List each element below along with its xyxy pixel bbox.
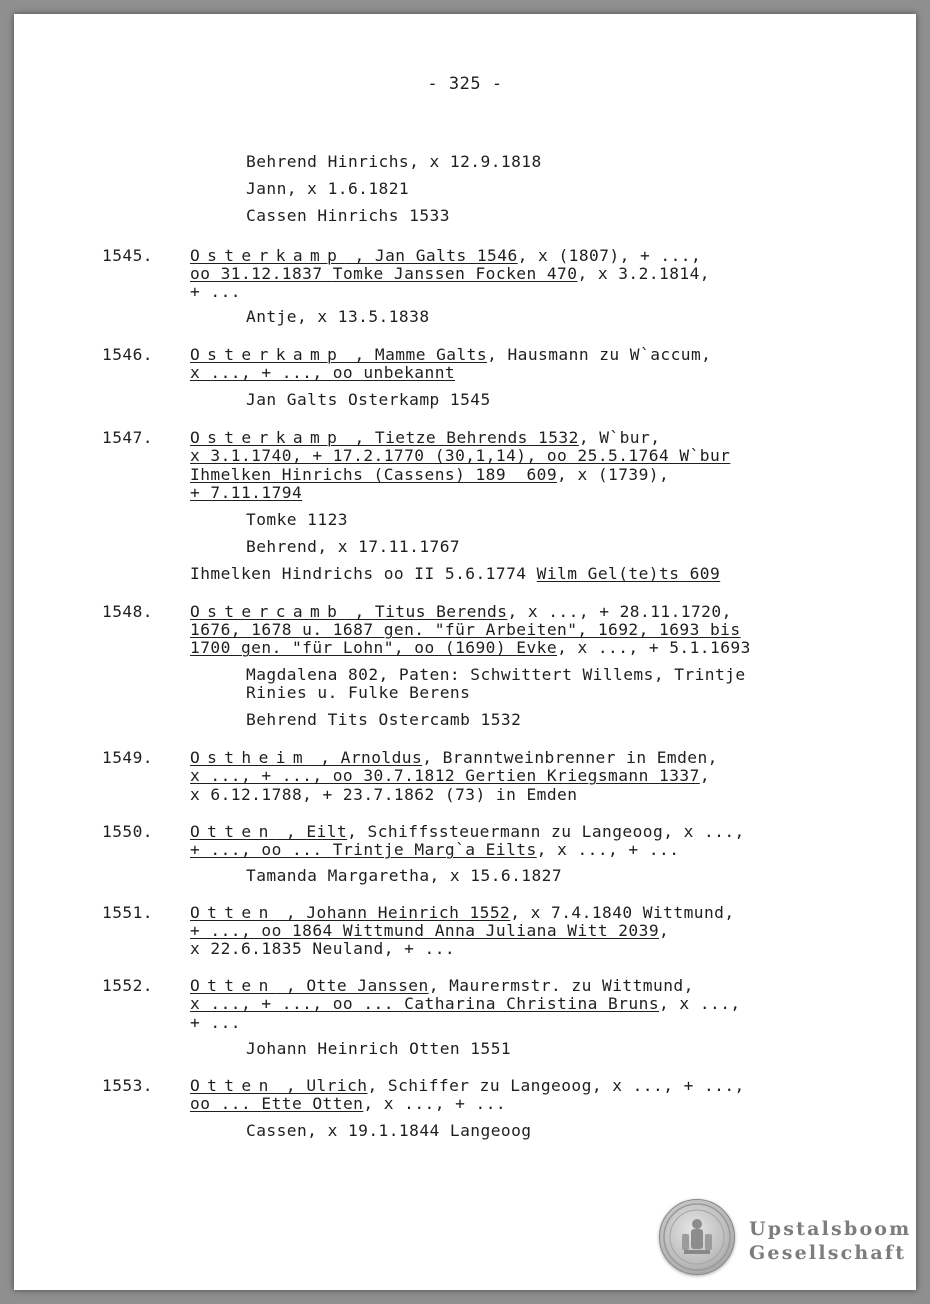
surname: Ostercamb <box>190 602 345 621</box>
entry-head-line <box>190 748 718 768</box>
child-line: Jan Galts Osterkamp 1545 <box>246 390 491 409</box>
surname: Osterkamp <box>190 345 345 364</box>
document-page <box>14 14 916 1290</box>
separator: , <box>275 976 307 995</box>
society-name-line: Upstalsboom <box>749 1218 912 1240</box>
spouse-name: Tomke Janssen Focken 470 <box>332 264 578 283</box>
given-name: Johann Heinrich 1552 <box>306 903 511 922</box>
entry-text: 1700 gen. "für Lohn", oo (1690) <box>190 638 517 657</box>
entry-number: 1546. <box>102 345 153 364</box>
entry-text: , <box>699 766 711 785</box>
spouse-name: Catharina Christina Bruns <box>404 994 660 1013</box>
given-name: Titus Berends <box>374 602 508 621</box>
entry-text: x ..., + ..., oo 30.7.1812 <box>190 766 466 785</box>
entry-head-line <box>190 428 660 448</box>
entry-text: , x (1739), <box>557 465 670 484</box>
spouse-name: Ette Otten <box>261 1094 364 1113</box>
spouse-name: Wilm Gel(te)ts 609 <box>536 564 721 583</box>
given-name: Arnoldus <box>340 748 423 767</box>
society-seal-icon <box>659 1199 735 1275</box>
entry-number: 1553. <box>102 1076 153 1095</box>
child-line: Behrend Hinrichs, x 12.9.1818 <box>246 152 542 171</box>
entry-line <box>190 921 669 941</box>
surname: Osterkamp <box>190 428 345 447</box>
entry-number: 1545. <box>102 246 153 265</box>
entry-text: , x (1807), + ..., <box>517 246 702 265</box>
page-number: - 325 - <box>427 74 503 94</box>
surname: Otten <box>190 976 276 995</box>
entry-text: Ihmelken Hindrichs oo II 5.6.1774 <box>190 564 537 583</box>
entry-text: + ..., oo ... <box>190 840 333 859</box>
entry-text: oo ... <box>190 1094 262 1113</box>
entry-text: , x ..., + 5.1.1693 <box>557 638 751 657</box>
entry-line <box>190 264 710 284</box>
entry-line <box>190 483 302 503</box>
parent-reference-line: Johann Heinrich Otten 1551 <box>246 1039 512 1058</box>
entry-number: 1549. <box>102 748 153 767</box>
entry-line <box>190 620 741 640</box>
entry-text: , x 3.2.1814, <box>577 264 710 283</box>
entry-number: 1548. <box>102 602 153 621</box>
entry-text: , Hausmann zu W`accum, <box>487 345 712 364</box>
entry-line: + ... <box>190 282 241 301</box>
entry-text: , x ..., + ... <box>363 1094 507 1113</box>
entry-line <box>190 840 679 860</box>
entry-text: oo 31.12.1837 <box>190 264 333 283</box>
entry-head-line <box>190 1076 745 1096</box>
spouse-name: Trintje Marg`a Eilts <box>332 840 537 859</box>
child-line: Tomke 1123 <box>246 510 348 529</box>
entry-head-line <box>190 976 694 996</box>
child-line: Cassen, x 19.1.1844 Langeoog <box>246 1121 532 1140</box>
entry-head-line <box>190 246 701 266</box>
surname: Ostheim <box>190 748 311 767</box>
entry-line: x 22.6.1835 Neuland, + ... <box>190 939 456 958</box>
entry-text: , Branntweinbrenner in Emden, <box>422 748 718 767</box>
surname: Otten <box>190 903 276 922</box>
society-name-line: Gesellschaft <box>749 1242 907 1264</box>
entry-line <box>190 446 730 466</box>
entry-text: + ..., oo 1864 Wittmund <box>190 921 435 940</box>
given-name: Mamme Galts <box>374 345 488 364</box>
entry-head-line <box>190 602 732 622</box>
entry-text: , x 7.4.1840 Wittmund, <box>510 903 735 922</box>
entry-text: x 3.1.1740, + 17.2.1770 (30,1,14), oo 25.5.1764 W`bur <box>190 446 731 465</box>
given-name: Otte Janssen <box>306 976 429 995</box>
surname: Otten <box>190 1076 276 1095</box>
entry-line <box>190 363 455 383</box>
separator: , <box>275 903 307 922</box>
entry-line <box>190 1094 506 1114</box>
separator: , <box>275 822 307 841</box>
separator: , <box>344 345 375 364</box>
entry-number: 1547. <box>102 428 153 447</box>
separator: , <box>344 428 375 447</box>
parent-reference-line: Cassen Hinrichs 1533 <box>246 206 450 225</box>
entry-line <box>190 766 710 786</box>
entry-head-line <box>190 345 711 365</box>
entry-text: x ..., + ..., oo ... <box>190 994 405 1013</box>
separator: , <box>310 748 341 767</box>
child-line: Behrend, x 17.11.1767 <box>246 537 461 556</box>
entry-line: + ... <box>190 1013 241 1032</box>
entry-text: , Maurermstr. zu Wittmund, <box>428 976 694 995</box>
separator: , <box>344 602 375 621</box>
entry-text: 1676, 1678 u. 1687 gen. "für Arbeiten", 1692, 1693 bis <box>190 620 741 639</box>
entry-text: , Schiffssteuermann zu Langeoog, x ..., <box>347 822 745 841</box>
given-name: Tietze Behrends 1532 <box>374 428 579 447</box>
surname: Otten <box>190 822 276 841</box>
separator: , <box>275 1076 307 1095</box>
child-line: Magdalena 802, Paten: Schwittert Willems, Trintje <box>246 665 746 684</box>
given-name: Jan Galts 1546 <box>374 246 518 265</box>
parent-reference-line: Behrend Tits Ostercamb 1532 <box>246 710 522 729</box>
entry-head-line <box>190 822 745 842</box>
entry-text: x ..., + ..., oo unbekannt <box>190 363 456 382</box>
child-line: Antje, x 13.5.1838 <box>246 307 430 326</box>
child-line: Jann, x 1.6.1821 <box>246 179 410 198</box>
child-line: Tamanda Margaretha, x 15.6.1827 <box>246 866 563 885</box>
entry-text: , W`bur, <box>578 428 661 447</box>
entry-text: , x ..., <box>659 994 741 1013</box>
spouse-name: Ihmelken Hinrichs (Cassens) 189 609 <box>190 465 558 484</box>
spouse-name: Gertien Kriegsmann 1337 <box>465 766 700 785</box>
entry-line <box>190 638 751 658</box>
entry-number: 1552. <box>102 976 153 995</box>
society-name-watermark <box>749 1217 912 1265</box>
entry-text: + 7.11.1794 <box>190 483 303 502</box>
entry-number: 1551. <box>102 903 153 922</box>
entry-text: , x ..., + 28.11.1720, <box>507 602 732 621</box>
entry-text: , Schiffer zu Langeoog, x ..., + ..., <box>367 1076 745 1095</box>
entry-line <box>190 465 669 485</box>
entry-text: , <box>659 921 670 940</box>
given-name: Ulrich <box>306 1076 368 1095</box>
spouse-name: Anna Juliana Witt 2039 <box>434 921 660 940</box>
entry-line: x 6.12.1788, + 23.7.1862 (73) in Emden <box>190 785 578 804</box>
entry-head-line <box>190 903 735 923</box>
surname: Osterkamp <box>190 246 345 265</box>
entry-text: , x ..., + ... <box>536 840 680 859</box>
note-line <box>190 564 720 584</box>
entry-line <box>190 994 741 1014</box>
child-line: Rinies u. Fulke Berens <box>246 683 471 702</box>
given-name: Eilt <box>306 822 348 841</box>
spouse-name: Evke <box>516 638 558 657</box>
separator: , <box>344 246 375 265</box>
entry-number: 1550. <box>102 822 153 841</box>
